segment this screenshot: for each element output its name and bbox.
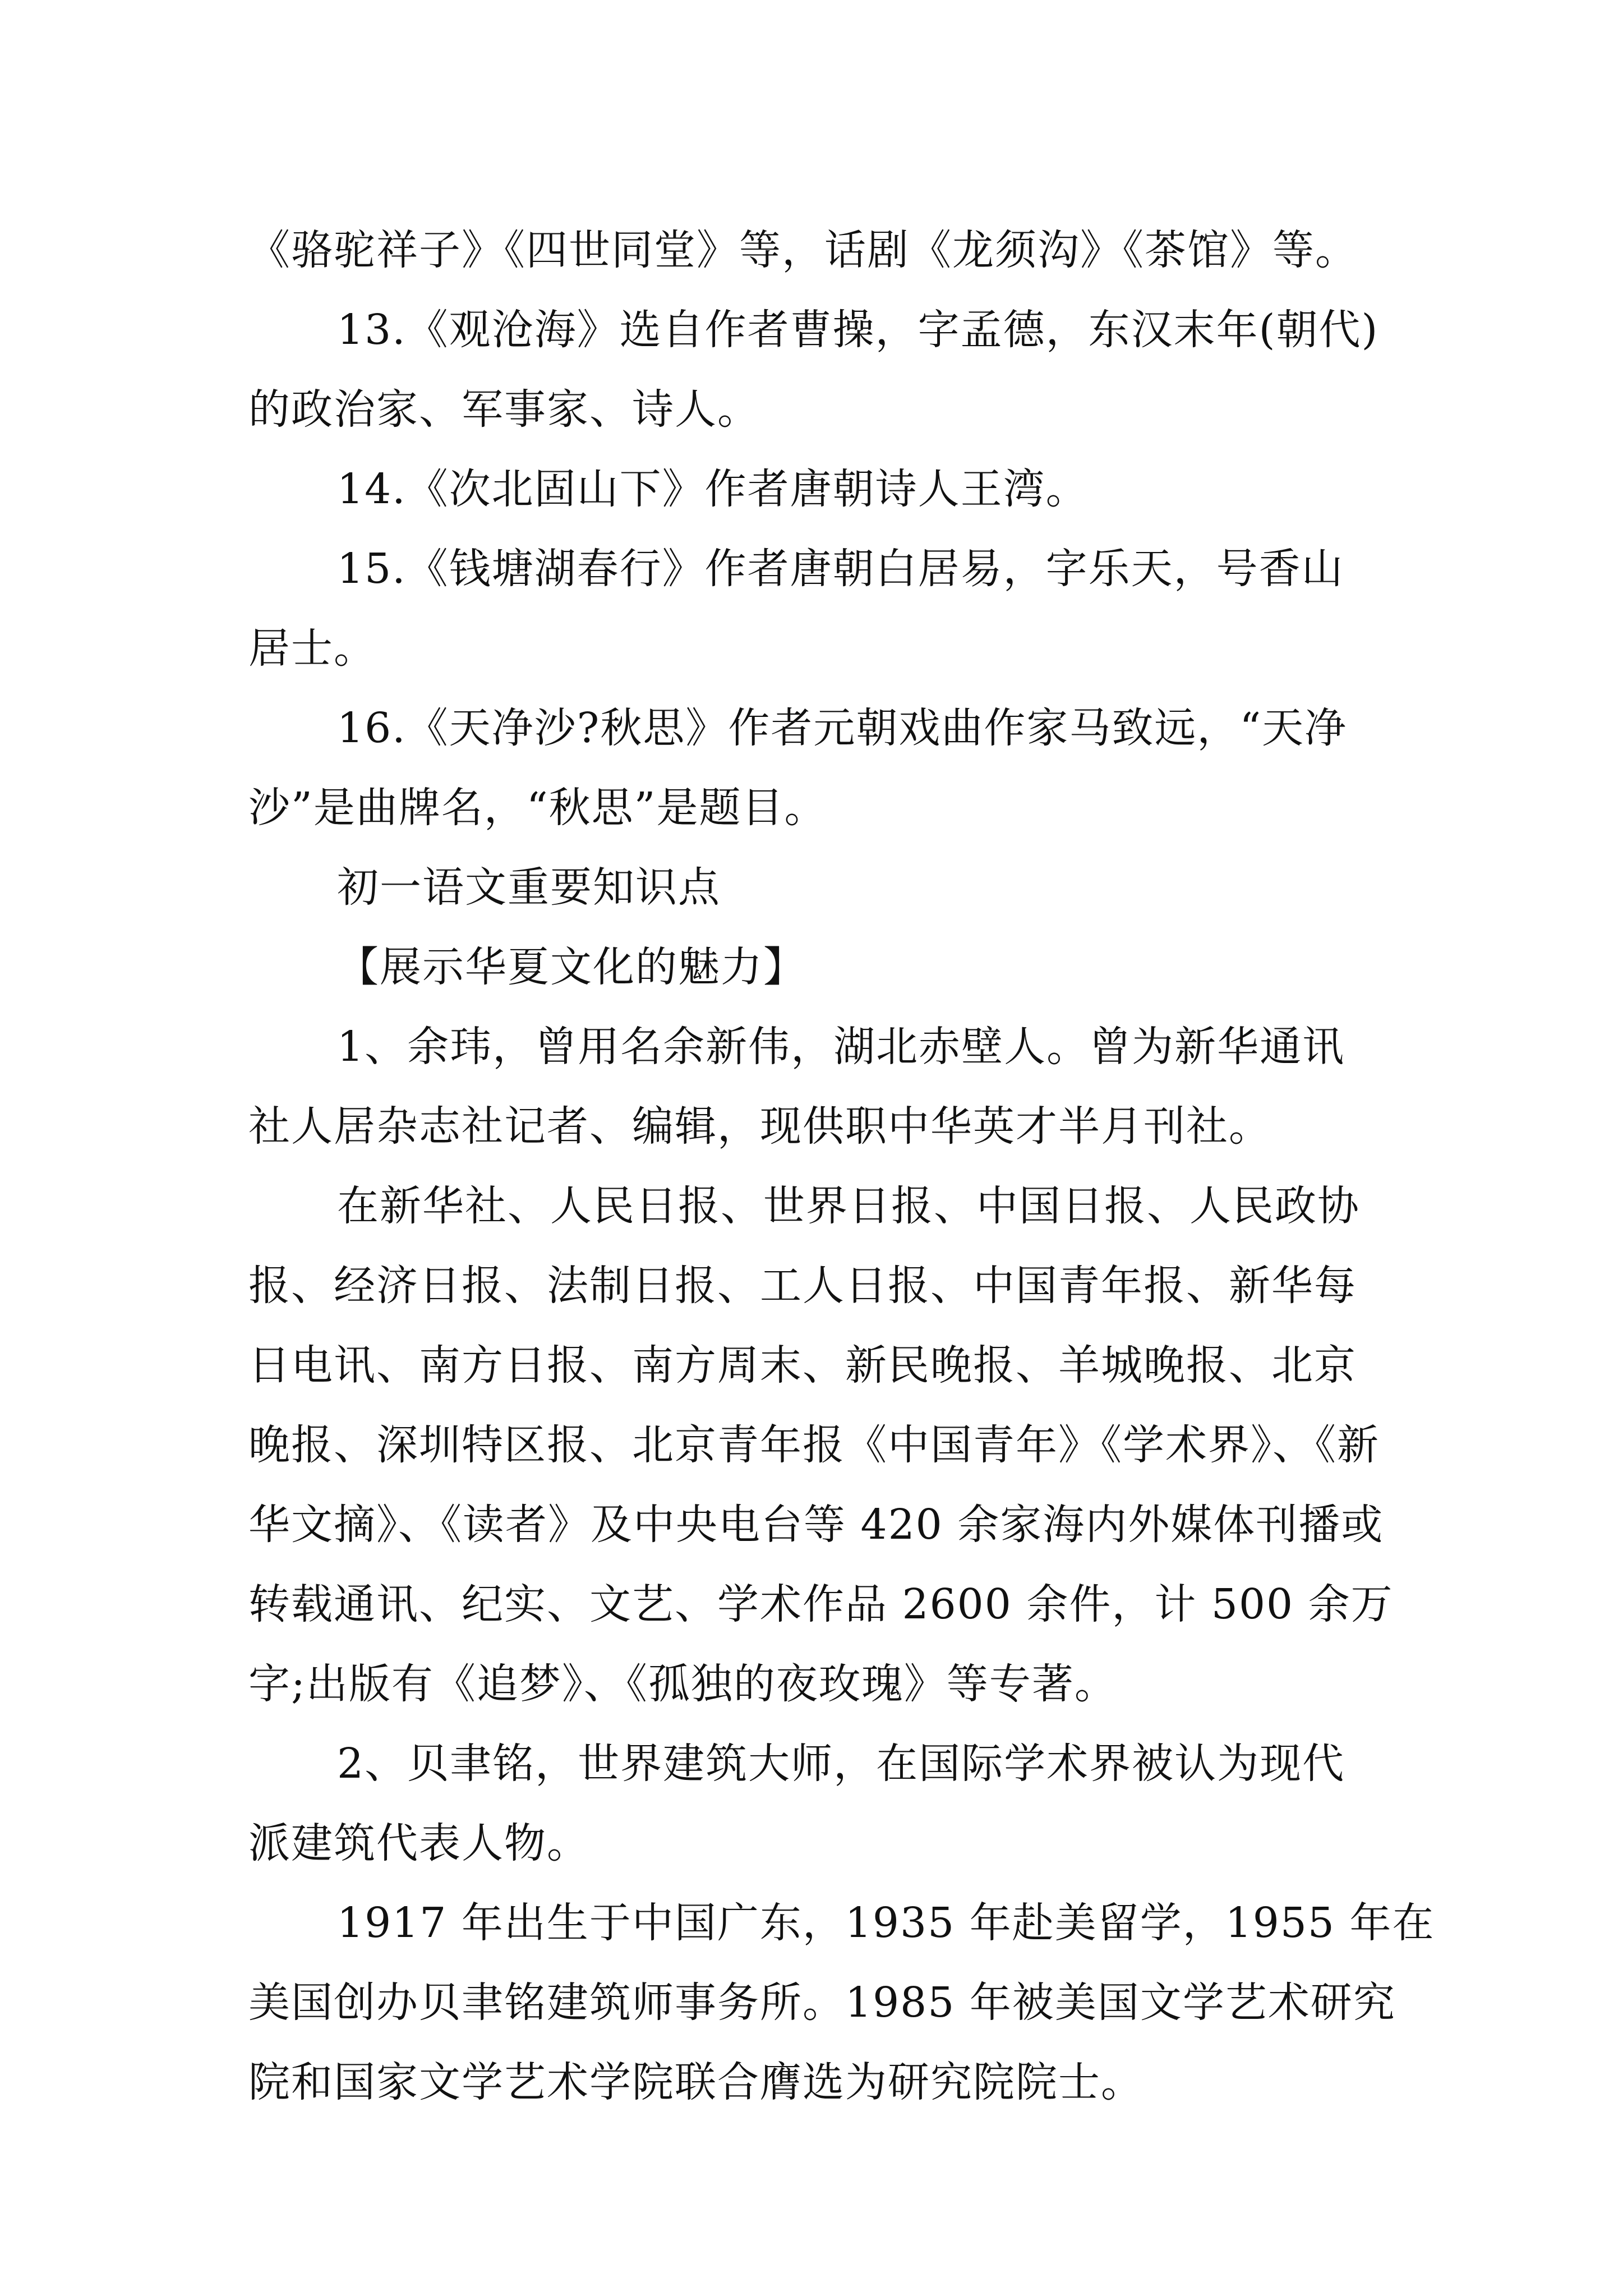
text-line-7: 16.《天净沙?秋思》作者元朝戏曲作家马致远，“天净: [337, 704, 1348, 752]
text-line-14: 报、经济日报、法制日报、工人日报、中国青年报、新华每: [248, 1262, 1357, 1310]
text-line-8: 沙”是曲牌名，“秋思”是题目。: [248, 784, 827, 832]
subsection-heading: 【展示华夏文化的魅力】: [337, 943, 806, 991]
text-line-17: 华文摘》、《读者》及中央电台等 420 余家海内外媒体刊播或: [248, 1501, 1384, 1549]
text-line-13: 在新华社、人民日报、世界日报、中国日报、人民政协: [337, 1182, 1360, 1230]
text-line-2: 13.《观沧海》选自作者曹操，字孟德，东汉末年(朝代): [337, 306, 1379, 354]
text-line-18: 转载通讯、纪实、文艺、学术作品 2600 余件，计 500 余万: [248, 1580, 1394, 1628]
text-line-24: 院和国家文学艺术学院联合膺选为研究院院士。: [248, 2058, 1144, 2106]
text-line-15: 日电讯、南方日报、南方周末、新民晚报、羊城晚报、北京: [248, 1341, 1357, 1389]
text-line-23: 美国创办贝聿铭建筑师事务所。1985 年被美国文学艺术研究: [248, 1978, 1396, 2027]
text-line-21: 派建筑代表人物。: [248, 1819, 589, 1867]
text-line-5: 15.《钱塘湖春行》作者唐朝白居易，字乐天，号香山: [337, 545, 1344, 593]
text-line-16: 晚报、深圳特区报、北京青年报《中国青年》《学术界》、《新: [248, 1421, 1380, 1469]
text-line-12: 社人居杂志社记者、编辑，现供职中华英才半月刊社。: [248, 1102, 1271, 1151]
text-line-4: 14.《次北固山下》作者唐朝诗人王湾。: [337, 465, 1089, 513]
section-heading: 初一语文重要知识点: [337, 863, 721, 912]
text-line-22: 1917 年出生于中国广东，1935 年赴美留学，1955 年在: [337, 1899, 1435, 1947]
text-line-6: 居士。: [248, 624, 376, 673]
text-line-1: 《骆驼祥子》《四世同堂》等，话剧《龙须沟》《茶馆》等。: [248, 226, 1358, 274]
text-line-19: 字;出版有《追梦》、《孤独的夜玫瑰》等专著。: [248, 1660, 1117, 1708]
text-line-11: 1、余玮，曾用名余新伟，湖北赤壁人。曾为新华通讯: [337, 1023, 1345, 1071]
text-line-3: 的政治家、军事家、诗人。: [248, 385, 760, 434]
document-body: [248, 210, 1435, 2122]
text-line-20: 2、贝聿铭，世界建筑大师，在国际学术界被认为现代: [337, 1740, 1345, 1788]
